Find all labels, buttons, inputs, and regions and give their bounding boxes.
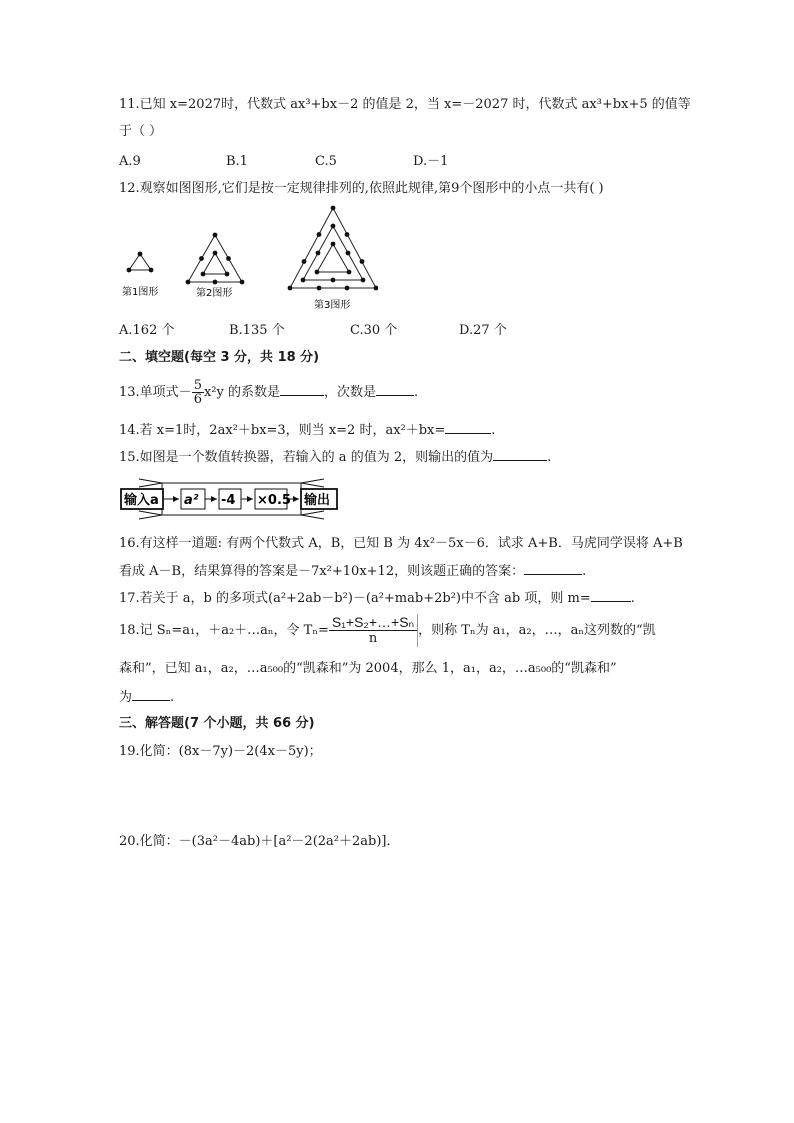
q17-end: . xyxy=(630,591,635,606)
q13-blank-1 xyxy=(280,383,324,396)
q15-end: . xyxy=(547,450,552,465)
q13-line xyxy=(119,378,418,408)
q18-line1-b: ，则称 Tₙ为 a₁，a₂，…，aₙ这列数的“凯 xyxy=(418,623,656,638)
converter-minus4-label: -4 xyxy=(221,493,236,508)
q13-blank-2 xyxy=(376,383,414,396)
q18-blank xyxy=(132,688,170,701)
figure-2-label: 第2图形 xyxy=(196,288,233,299)
q15-converter-diagram xyxy=(119,477,341,521)
q11-option-a: A.9 xyxy=(119,154,141,169)
q14-end: . xyxy=(491,423,496,438)
q13-end: . xyxy=(414,385,419,400)
converter-input-label: 输入a xyxy=(124,493,159,508)
q11-line2: 于（ ） xyxy=(119,124,163,139)
q13-prefix: 13.单项式－ xyxy=(119,385,192,400)
q11-option-b: B.1 xyxy=(226,154,248,169)
figure-2-triangles xyxy=(188,235,242,282)
q11-option-d: D.－1 xyxy=(413,154,449,169)
q14-line xyxy=(119,421,495,440)
q18-line1 xyxy=(119,614,656,648)
q18-tn-den: n xyxy=(368,631,378,646)
q18-line3-text: 为 xyxy=(119,690,133,705)
q16-end: . xyxy=(582,564,587,579)
q14-blank xyxy=(445,421,491,434)
converter-square-label: a² xyxy=(184,493,199,508)
q13-frac-den: 6 xyxy=(193,392,202,407)
converter-times-label: ×0.5 xyxy=(257,493,291,508)
q20-text: 20.化简：－(3a²－4ab)＋[a²－2(2a²＋2ab)]． xyxy=(119,834,400,849)
q16-line2 xyxy=(119,562,586,581)
q16-line1: 16.有这样一道题: 有两个代数式 A，B，已知 B 为 4x²－5x－6．试求 A+B．马虎同学误将 A+B xyxy=(119,536,683,551)
q16-blank xyxy=(524,562,582,575)
q18-end: . xyxy=(170,690,175,705)
q12-text: 12.观察如图图形,它们是按一定规律排列的,依照此规律,第9个图形中的小点一共有( ) xyxy=(119,181,604,196)
q12-figure xyxy=(118,200,378,315)
q16-line2-text: 看成 A－B，结果算得的答案是－7x²+10x+12，则该题正确的答案： xyxy=(119,564,525,579)
q12-option-b: B.135 个 xyxy=(229,323,285,338)
figure-3-triangles xyxy=(290,208,376,288)
figure-3-label: 第3图形 xyxy=(314,300,351,311)
q18-line1-a: 18.记 Sₙ=a₁，＋a₂＋…aₙ，令 Tₙ= xyxy=(119,623,329,638)
q13-frac-num: 5 xyxy=(193,378,202,393)
section-2-heading: 二、填空题(每空 3 分，共 18 分) xyxy=(119,350,320,365)
q11-option-c: C.5 xyxy=(315,154,337,169)
figure-1-label: 第1图形 xyxy=(122,287,159,298)
q15-text: 15.如图是一个数值转换器，若输入的 a 的值为 2，则输出的值为 xyxy=(119,450,494,465)
q18-line2: 森和”，已知 a₁，a₂，…a₅₀₀的“凯森和”为 2004，那么 1，a₁，a₂，…a₅₀₀的“凯森和” xyxy=(119,661,617,676)
q14-text: 14.若 x=1时，2ax²＋bx=3，则当 x=2 时，ax²＋bx= xyxy=(119,423,446,438)
q17-text: 17.若关于 a，b 的多项式(a²+2ab－b²)－(a²+mab+2b²)中不含 ab 项，则 m= xyxy=(119,591,591,606)
q15-line xyxy=(119,448,551,467)
q18-line3 xyxy=(119,688,174,707)
q17-line xyxy=(119,589,635,608)
q19-text: 19.化简：(8x－7y)－2(4x－5y)； xyxy=(119,744,322,759)
q18-tn-num: S₁+S₂+…+Sₙ xyxy=(329,614,417,631)
section-3-heading: 三、解答题(7 个小题，共 66 分) xyxy=(119,716,315,731)
q12-option-a: A.162 个 xyxy=(119,323,175,338)
q12-option-d: D.27 个 xyxy=(459,323,507,338)
q13-fraction xyxy=(192,379,204,406)
q13-mid2: ，次数是 xyxy=(324,385,377,400)
q18-tn-fraction xyxy=(329,614,418,647)
converter-output-label: 输出 xyxy=(304,493,331,508)
q15-blank xyxy=(493,448,547,461)
q11-line1: 11.已知 x=2027时，代数式 ax³+bx－2 的值是 2，当 x=－2027 时，代数式 ax³+bx+5 的值等 xyxy=(119,97,691,112)
q13-mid: x²y 的系数是 xyxy=(203,385,280,400)
q17-blank xyxy=(591,589,631,602)
q12-option-c: C.30 个 xyxy=(350,323,398,338)
